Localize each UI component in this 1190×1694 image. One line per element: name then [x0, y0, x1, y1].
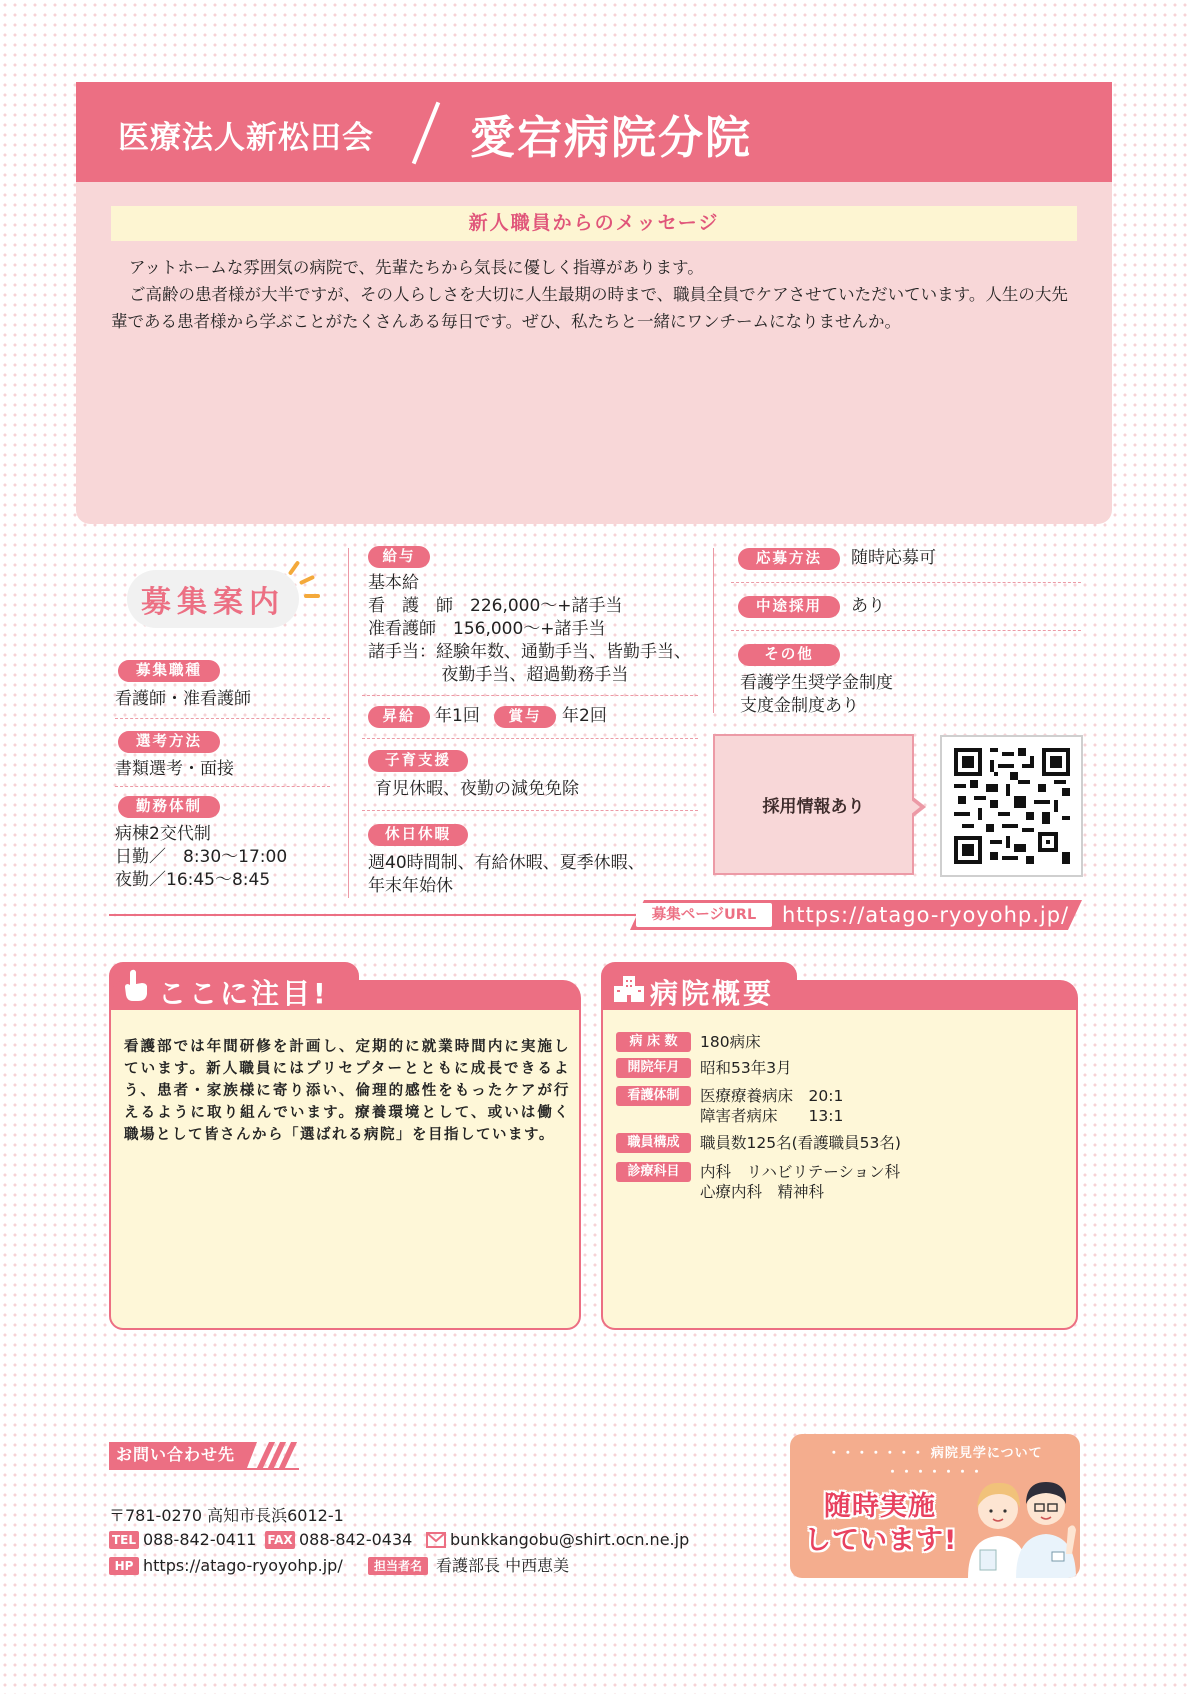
recruit-title [127, 570, 299, 628]
apply-info-box [713, 734, 914, 875]
overview-row-label: 開院年月 [616, 1058, 691, 1078]
message-title: 新人職員からのメッセージ [111, 206, 1077, 241]
job-type: 看護師・准看護師 [115, 689, 251, 709]
divider [731, 630, 1081, 631]
fax-label: FAX [265, 1531, 295, 1549]
overview-row-value: 180病床 [700, 1033, 761, 1051]
building-icon [614, 976, 644, 1006]
bonus: 年2回 [562, 706, 607, 726]
qr-code-icon [954, 748, 1070, 864]
pointing-finger-icon [122, 968, 154, 1006]
shift-line: 病棟2交代制 [115, 824, 211, 844]
tour-caption: ・・・・・・・ 病院見学について ・・・・・・・ [827, 1446, 1043, 1480]
hospital-name: 愛宕病院分院 [470, 111, 753, 164]
holiday-line: 年末年始休 [368, 876, 453, 896]
message-paragraph-2: ご高齢の患者様が大半ですが、その人らしさを大切に人生最期の時まで、職員全員でケアさせていただいています。人生の大先輩である患者様から学ぶことがたくさんある毎日です。ぜひ、私たちと一緒にワンチームになりませんか。 [111, 285, 1068, 331]
bonus-label: 賞与 [494, 706, 556, 728]
holiday-label: 休日休暇 [368, 824, 468, 846]
apply-method: 随時応募可 [851, 548, 936, 568]
column-divider [348, 548, 349, 898]
divider [362, 695, 698, 696]
salary-line: 准看護師 156,000～+諸手当 [368, 619, 606, 639]
header-card [76, 82, 1112, 524]
arrow-right-icon-inner [910, 799, 920, 815]
overview-row-label: 看護体制 [616, 1086, 691, 1106]
tour-line-2: しています! [804, 1525, 958, 1556]
message-paragraph-1: アットホームな雰囲気の病院で、先輩たちから気長に優しく指導があります。 [129, 258, 704, 277]
mail-icon [426, 1532, 446, 1552]
divider [362, 810, 698, 811]
person-name: 看護部長 中西恵美 [436, 1556, 570, 1575]
recruit-url-link[interactable]: https://atago-ryoyohp.jp/ [782, 903, 1070, 927]
childcare-label: 子育支援 [368, 750, 468, 772]
tel-number[interactable]: 088-842-0411 [143, 1530, 257, 1549]
url-label: 募集ページURL [636, 903, 772, 927]
apply-method-label: 応募方法 [738, 548, 840, 570]
selection-label: 選考方法 [118, 731, 220, 753]
nurse-staff-illustration [960, 1464, 1078, 1578]
email-link[interactable]: bunkkangobu@shirt.ocn.ne.jp [450, 1530, 690, 1549]
divider [115, 718, 330, 719]
org-name: 医療法人新松田会 [118, 120, 374, 156]
fax-number: 088-842-0434 [299, 1530, 413, 1549]
overview-row-value: 昭和53年3月 [700, 1059, 792, 1077]
tour-line-1: 随時実施 [824, 1491, 936, 1522]
tel-label: TEL [109, 1531, 139, 1549]
sparkle-icon [304, 594, 320, 598]
overview-row-label: 診療科目 [616, 1162, 691, 1182]
other-line: 看護学生奨学金制度 [740, 673, 893, 693]
salary-line: 諸手当：経験年数、通勤手当、皆勤手当、 [368, 642, 691, 662]
contact-address: 〒781-0270 高知市長浜6012-1 [109, 1506, 344, 1525]
overview-title: 病院概要 [650, 977, 775, 1010]
overview-row-value: 医療療養病床 20:1 障害者病床 13:1 [700, 1087, 844, 1125]
holiday-line: 週40時間制、有給休暇、夏季休暇、 [368, 853, 645, 873]
attention-text: 看護部では年間研修を計画し、定期的に就業時間内に実施しています。新人職員にはプリセプターとともに成長できるよう、患者・家族様に寄り添い、倫理的感性をもったケアが行えるように取り組んでいます。療養環境として、或いは働く職場として皆さんから「選ばれる病院」を目指しています。 [124, 1039, 570, 1143]
other-line: 支度金制度あり [740, 696, 859, 716]
divider [362, 738, 698, 739]
midcareer: あり [851, 596, 885, 616]
overview-row-label: 職員構成 [616, 1133, 691, 1153]
salary-line: 看 護 師 226,000～+諸手当 [368, 596, 623, 616]
overview-row-value: 職員数125名(看護職員53名) [700, 1134, 901, 1152]
hp-link[interactable]: https://atago-ryoyohp.jp/ [143, 1556, 343, 1575]
childcare: 育児休暇、夜勤の減免免除 [375, 779, 579, 799]
contact-title: お問い合わせ先 [116, 1445, 236, 1464]
job-type-label: 募集職種 [118, 660, 220, 682]
hp-label: HP [109, 1557, 139, 1575]
other-label: その他 [738, 644, 840, 666]
divider [115, 786, 330, 787]
sparkle-icon [299, 575, 315, 585]
selection: 書類選考・面接 [115, 759, 234, 779]
midcareer-label: 中途採用 [738, 596, 840, 618]
contact-rule [109, 1468, 299, 1470]
raise-label: 昇給 [368, 706, 430, 728]
overview-row-value: 内科 リハビリテーション科 心療内科 精神科 [700, 1163, 901, 1201]
salary-line: 夜勤手当、超過勤務手当 [368, 665, 629, 685]
qr-code[interactable] [940, 735, 1083, 877]
salary-line: 基本給 [368, 573, 419, 593]
shift-label: 勤務体制 [118, 796, 220, 818]
divider [731, 582, 1081, 583]
column-divider [713, 548, 714, 713]
shift-line: 夜勤／16:45～8:45 [115, 870, 271, 890]
apply-info-text: 採用情報あり [762, 797, 865, 817]
url-rule [109, 914, 639, 916]
tour-box [790, 1434, 1080, 1578]
salary-label: 給与 [368, 546, 430, 568]
recruit-title-text: 募集案内 [141, 585, 285, 620]
person-label: 担当者名 [368, 1557, 428, 1575]
shift-line: 日勤／ 8:30～17:00 [115, 847, 288, 867]
raise: 年1回 [435, 706, 480, 726]
sparkle-icon [288, 560, 300, 575]
attention-title: ここに注目! [158, 977, 329, 1010]
overview-row-label: 病 床 数 [616, 1032, 691, 1052]
